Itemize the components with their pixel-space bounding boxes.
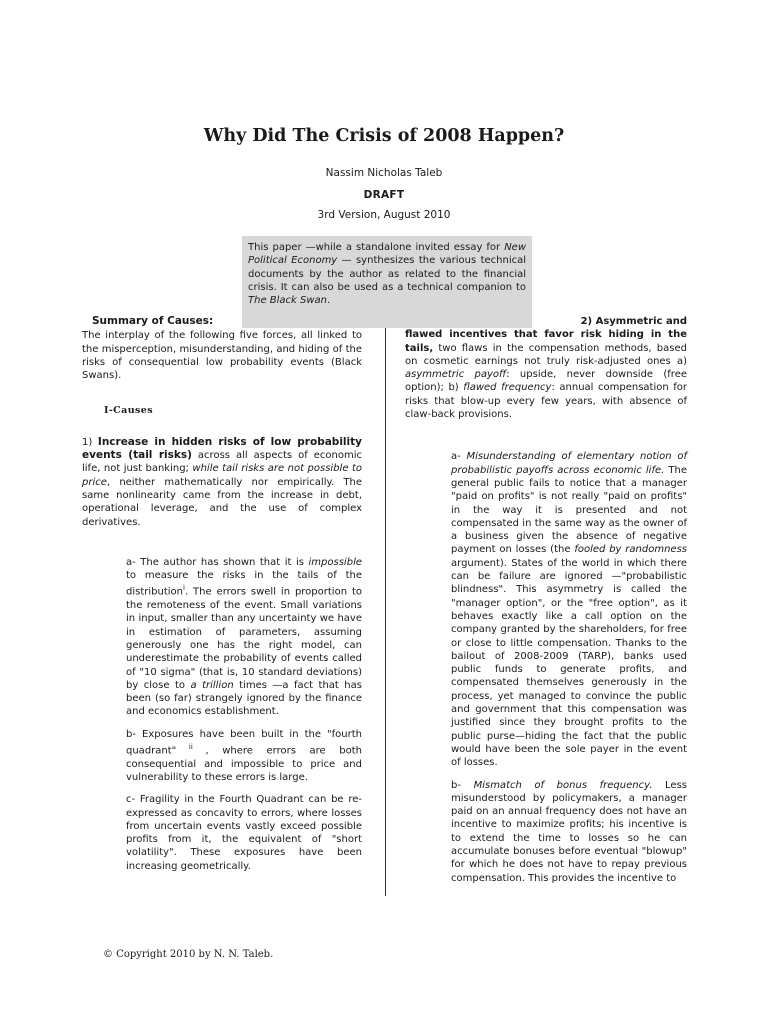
cause-1-sub-c: c- Fragility in the Fourth Quadrant can be re-expressed as concavity to errors, where losses from uncertain events vastly exceed possible profits from it, the equivalent of "short volatility". These exposures have been increasing geometrically. bbox=[126, 794, 362, 872]
footnote-ref: ii bbox=[176, 743, 206, 752]
cause-2-sub-a: a- Misunderstanding of elementary notion of probabilistic payoffs across economic life. The general public fails to notice that a manager "paid on profits" is not really "paid on profits" in the way it is presented and not compensated in the same way as the owner of a business given the absence of negative payment on losses (the fooled by randomness argument). States of the world in which there can be failure are ignored —"probabilistic blindness". This asymmetry is called the "manager option", or the "free option", as it behaves exactly like a call option on the company granted by the shareholders, for free or close to little compensation. Thanks to the bailout of 2008-2009 (TARP), banks used public funds to generate profits, and compensated themselves generously in the process, yet managed to convince the public and government that this compensation was justified since they brought profits to the public purse—hiding the fact that the public would have been the sole payer in the event of losses. bbox=[451, 451, 687, 769]
cause-1-sub-a: a- The author has shown that it is impossible to measure the risks in the tails of the distribution$^i$. The errors swell in proportion to the remoteness of the event. Small variations in input, smaller than any uncertainty we have in estimation of parameters, assuming generously one has the right model, can underestimate the probability of events called of "10 sigma" (that is, 10 standard deviations) by close to a trillion times —a fact that has been (so far) strangely ignored by the finance and economics establishment. bbox=[126, 556, 362, 718]
version-line: 3rd Version, August 2010 bbox=[317, 209, 451, 221]
summary-text: The interplay of the following five forces, all linked to the misperception, misunderstanding, and hiding of the risks of consequential low probability events (Black Swans). bbox=[82, 330, 362, 382]
cause-2: 2) Asymmetric and flawed incentives that favor risk hiding in the tails, two flaws in the compensation methods, based on cosmetic earnings not truly risk-adjusted ones a) asymmetric payoff: upside, never downside (free option); b) flawed frequency: annual compensation for risks that blow-up every few years, with absence of claw-back provisions. bbox=[405, 316, 687, 421]
causes-heading: I-Causes bbox=[104, 405, 153, 417]
journal-name: New Political Economy bbox=[248, 242, 526, 267]
left-column bbox=[82, 315, 362, 882]
footnote-ref: i bbox=[183, 584, 185, 593]
cause-1: 1) Increase in hidden risks of low probability events (tail risks) across all aspects of economic life, not just banking; while tail risks are not possible to price, neither mathematically nor empirically. The same nonlinearity came from the increase in debt, operational leverage, and the use of complex derivatives. bbox=[82, 435, 362, 528]
right-column bbox=[405, 315, 687, 894]
book-title: The Black Swan bbox=[248, 295, 328, 307]
summary-heading: Summary of Causes: bbox=[92, 315, 214, 327]
abstract-box: This paper —while a standalone invited essay for New Political Economy — synthesizes the various technical documents by the author as related to the financial crisis. It can also be used as a technical companion to The Black Swan. bbox=[242, 236, 532, 328]
copyright-footer: © Copyright 2010 by N. N. Taleb. bbox=[103, 949, 274, 960]
author-name: Nassim Nicholas Taleb bbox=[325, 167, 443, 179]
cause-2-sub-b: b- Mismatch of bonus frequency. Less misunderstood by policymakers, a manager paid on an annual frequency does not have an incentive to maximize profits; his incentive is to extend the time to losses so he can accumulate bonuses before eventual "blowup" for which he does not have to repay previous compensation. This provides the incentive to bbox=[451, 779, 687, 884]
cause-1-sub-b: b- Exposures have been built in the "fourth quadrant" $^{ii}$ , where errors are both consequential and impossible to price and vulnerability to these errors is large. bbox=[126, 728, 363, 783]
spacer bbox=[405, 421, 687, 450]
draft-label: DRAFT bbox=[363, 189, 405, 201]
column-divider bbox=[385, 328, 386, 896]
paper-title: Why Did The Crisis of 2008 Happen? bbox=[203, 126, 565, 146]
